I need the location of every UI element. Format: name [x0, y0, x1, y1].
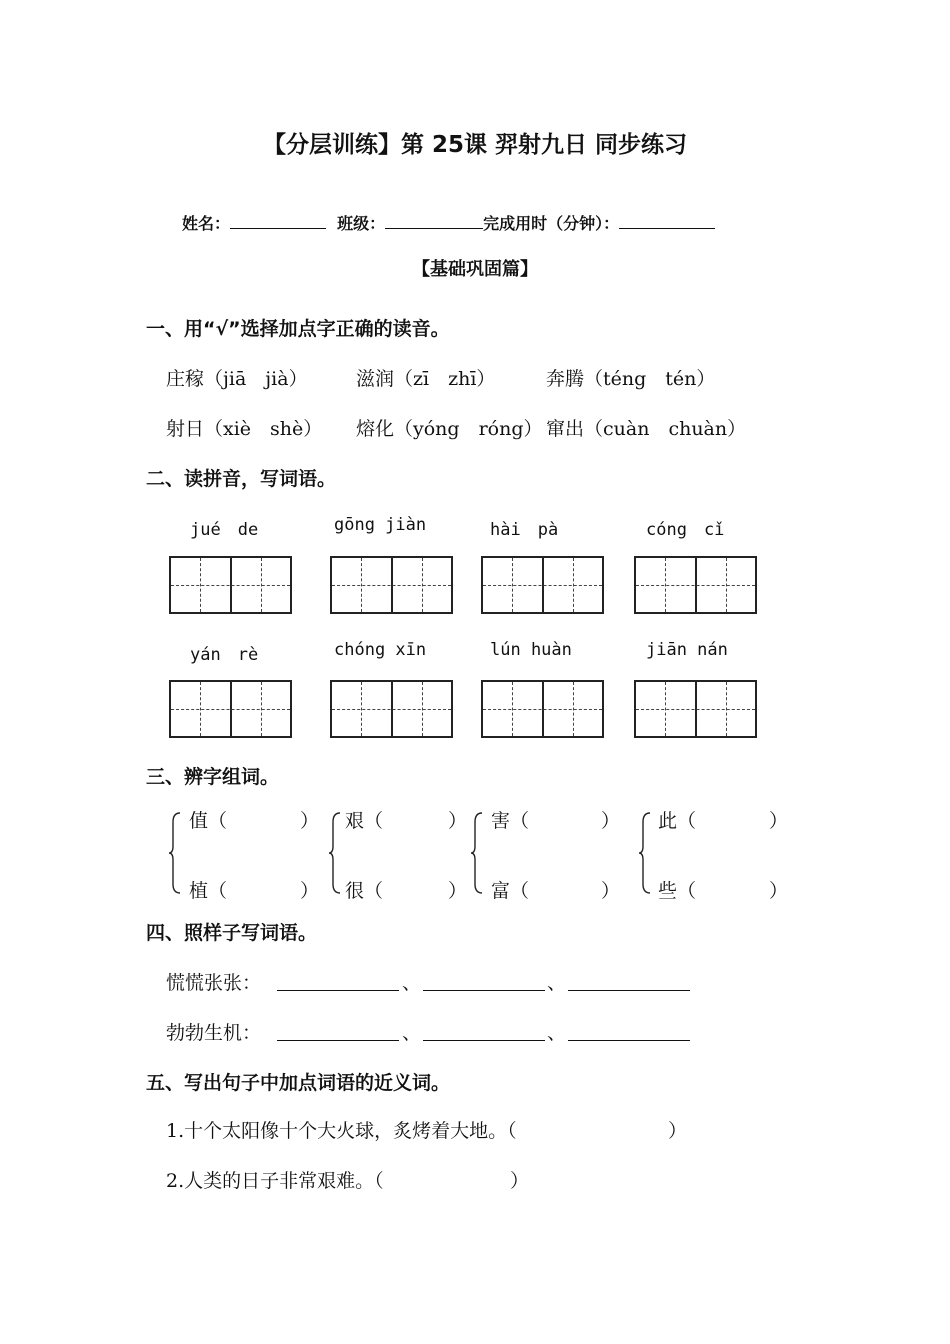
separator: 、: [547, 972, 567, 994]
pinyin-label: yán rè: [190, 645, 259, 665]
answer-blank[interactable]: [423, 990, 545, 991]
char-pair-bottom: 植（: [189, 880, 228, 902]
pinyin-label: chóng xīn: [334, 640, 427, 660]
char-pair-top: 此（: [658, 810, 697, 832]
writing-grid[interactable]: [330, 556, 453, 614]
class-label: 班级：: [337, 214, 386, 233]
student-info-line: [182, 211, 715, 234]
example-word: 慌慌张张：: [166, 972, 262, 994]
answer-blank[interactable]: [277, 1040, 399, 1041]
writing-grid[interactable]: [481, 680, 604, 738]
writing-grid[interactable]: [481, 556, 604, 614]
paren-close: ）: [448, 880, 468, 902]
section5-heading: 五、写出句子中加点词语的近义词。: [146, 1072, 451, 1094]
answer-blank[interactable]: [568, 990, 690, 991]
writing-grid[interactable]: [169, 556, 292, 614]
char-pair-top: 艰（: [345, 810, 384, 832]
question-2: 2.人类的日子非常艰难。（: [166, 1170, 384, 1192]
pinyin-label: hài pà: [490, 520, 559, 540]
paren-close: ）: [510, 1170, 530, 1192]
pinyin-label: lún huàn: [490, 640, 572, 660]
char-pair-top: 害（: [491, 810, 530, 832]
brace-icon: [470, 812, 484, 894]
brace-icon: [638, 812, 652, 894]
char-pair-bottom: 很（: [345, 880, 384, 902]
answer-blank[interactable]: [568, 1040, 690, 1041]
paren-close: ）: [668, 1120, 688, 1142]
pinyin-label: jué de: [190, 520, 259, 540]
time-label: 完成用时（分钟）：: [483, 214, 620, 233]
time-blank[interactable]: [619, 214, 715, 229]
pronunciation-item: 奔腾（téng tén）: [546, 368, 716, 390]
separator: 、: [402, 1022, 422, 1044]
char-pair-top: 值（: [189, 810, 228, 832]
writing-grid[interactable]: [169, 680, 292, 738]
char-pair-bottom: 富（: [491, 880, 530, 902]
example-word: 勃勃生机：: [166, 1022, 262, 1044]
writing-grid[interactable]: [330, 680, 453, 738]
pinyin-label: gōng jiàn: [334, 515, 427, 535]
separator: 、: [402, 972, 422, 994]
name-label: 姓名：: [182, 214, 231, 233]
writing-grid[interactable]: [634, 556, 757, 614]
pinyin-label: jiān nán: [646, 640, 728, 660]
paren-close: ）: [300, 880, 320, 902]
separator: 、: [547, 1022, 567, 1044]
section3-heading: 三、辨字组词。: [146, 766, 280, 788]
brace-icon: [168, 812, 182, 894]
pronunciation-item: 窜出（cuàn chuàn）: [546, 418, 747, 440]
section2-heading: 二、读拼音，写词语。: [146, 468, 337, 490]
section4-heading: 四、照样子写词语。: [146, 922, 318, 944]
pronunciation-item: 庄稼（jiā jià）: [166, 368, 308, 390]
paren-close: ）: [769, 880, 789, 902]
pronunciation-item: 滋润（zī zhī）: [356, 368, 496, 390]
char-pair-bottom: 些（: [658, 880, 697, 902]
section1-heading: 一、用“√”选择加点字正确的读音。: [146, 318, 450, 340]
pinyin-label: cóng cǐ: [646, 520, 725, 540]
writing-grid[interactable]: [634, 680, 757, 738]
question-1: 1.十个太阳像十个大火球，炙烤着大地。（: [166, 1120, 517, 1142]
paren-close: ）: [601, 880, 621, 902]
answer-blank[interactable]: [277, 990, 399, 991]
page-title: 【分层训练】第 25课 羿射九日 同步练习: [262, 132, 688, 158]
class-blank[interactable]: [385, 214, 483, 229]
pronunciation-item: 射日（xiè shè）: [166, 418, 323, 440]
paren-close: ）: [769, 810, 789, 832]
section-subtitle: 【基础巩固篇】: [412, 259, 538, 280]
paren-close: ）: [300, 810, 320, 832]
paren-close: ）: [448, 810, 468, 832]
name-blank[interactable]: [230, 214, 326, 229]
brace-icon: [328, 812, 342, 894]
answer-blank[interactable]: [423, 1040, 545, 1041]
paren-close: ）: [601, 810, 621, 832]
pronunciation-item: 熔化（yóng róng）: [356, 418, 543, 440]
